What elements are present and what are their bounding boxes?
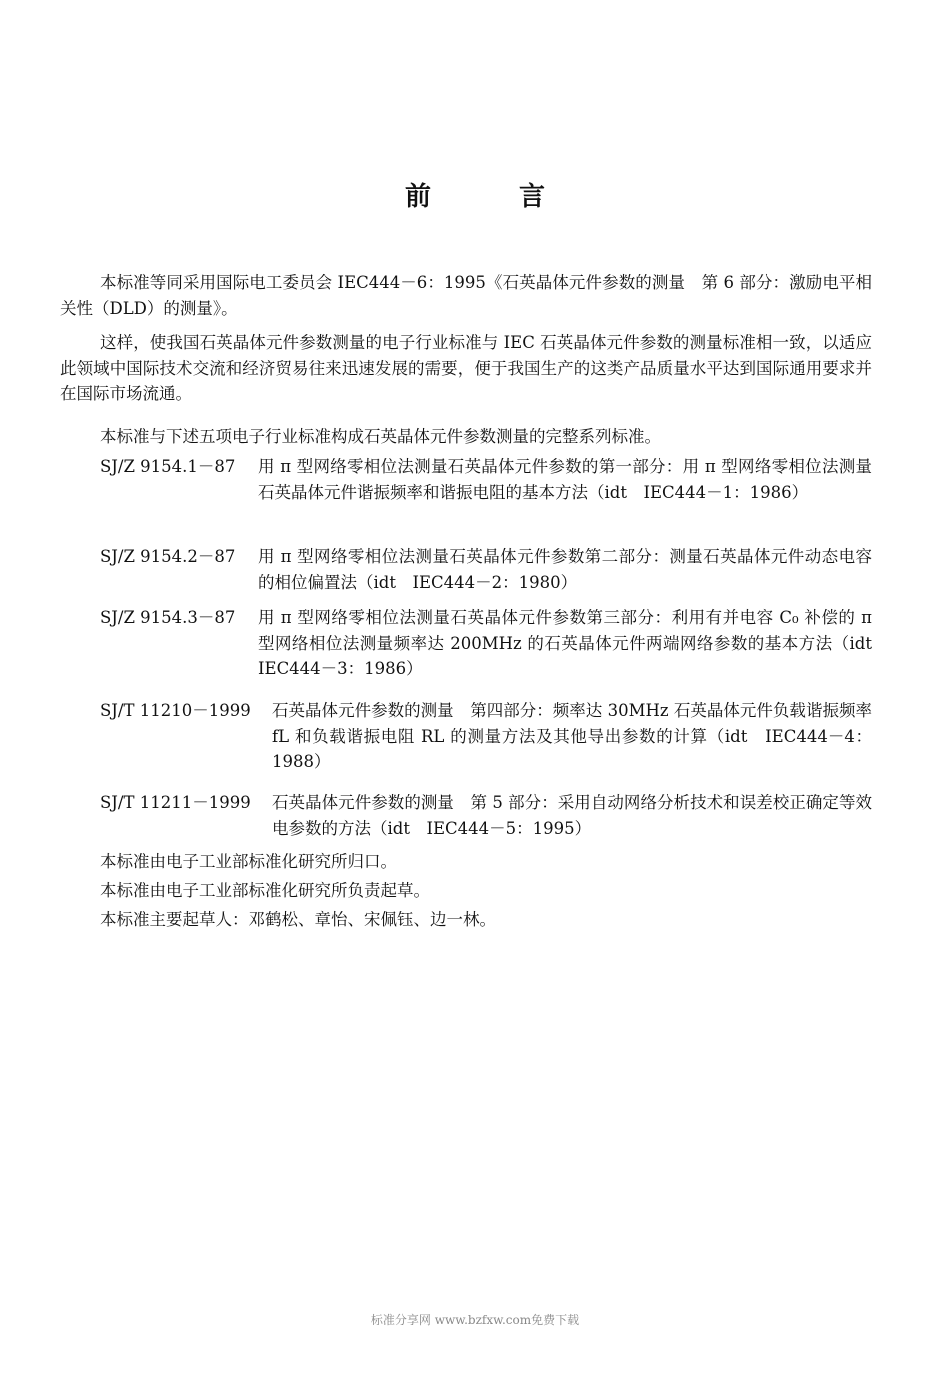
paragraph-adoption: 本标准等同采用国际电工委员会 IEC444－6：1995《石英晶体元件参数的测量 第 6 部分：激励电平相关性（DLD）的测量》。	[60, 273, 872, 318]
paragraph-series: 本标准与下述五项电子行业标准构成石英晶体元件参数测量的完整系列标准。	[100, 427, 661, 446]
paragraph-purpose: 这样，使我国石英晶体元件参数测量的电子行业标准与 IEC 石英晶体元件参数的测量标准相一致，以适应此领域中国际技术交流和经济贸易往来迅速发展的需要，便于我国生产的这类产品质量水平达到国际通用要求并在国际市场流通。	[60, 333, 872, 403]
reference-code: SJ/T 11211－1999	[100, 793, 251, 812]
reference-description: 用 π 型网络零相位法测量石英晶体元件参数第二部分：测量石英晶体元件动态电容的相位偏置法（idt IEC444－2：1980）	[258, 547, 872, 592]
watermark: 标准分享网 www.bzfxw.com免费下载	[370, 1313, 580, 1327]
reference-description: 石英晶体元件参数的测量 第四部分：频率达 30MHz 石英晶体元件负载谐振频率 fL 和负载谐振电阻 RL 的测量方法及其他导出参数的计算（idt IEC444－4：1988）	[272, 701, 872, 771]
drafting-organization: 本标准由电子工业部标准化研究所负责起草。	[100, 881, 430, 900]
title-char-2: 言	[519, 182, 546, 212]
reference-code: SJ/Z 9154.3－87	[100, 608, 236, 627]
reference-item	[100, 698, 872, 775]
responsible-organization: 本标准由电子工业部标准化研究所归口。	[100, 852, 397, 871]
drafters: 本标准主要起草人：邓鹤松、章怡、宋佩钰、边一林。	[100, 910, 496, 929]
reference-code: SJ/Z 9154.1－87	[100, 457, 236, 476]
reference-code: SJ/Z 9154.2－87	[100, 547, 236, 566]
reference-item	[100, 544, 872, 595]
reference-item	[100, 790, 872, 841]
page-title	[0, 176, 950, 213]
title-char-1: 前	[404, 182, 431, 212]
reference-item	[100, 605, 889, 682]
reference-code: SJ/T 11210－1999	[100, 701, 251, 720]
reference-description: 用 π 型网络零相位法测量石英晶体元件参数第三部分：利用有并电容 C₀ 补偿的 π 型网络相位法测量频率达 200MHz 的石英晶体元件两端网络参数的基本方法（idt IEC444－3：1986）	[258, 608, 889, 678]
reference-item	[100, 454, 872, 505]
reference-description: 石英晶体元件参数的测量 第 5 部分：采用自动网络分析技术和误差校正确定等效电参数的方法（idt IEC444－5：1995）	[272, 793, 872, 838]
reference-description: 用 π 型网络零相位法测量石英晶体元件参数的第一部分：用 π 型网络零相位法测量石英晶体元件谐振频率和谐振电阻的基本方法（idt IEC444－1：1986）	[258, 457, 872, 502]
